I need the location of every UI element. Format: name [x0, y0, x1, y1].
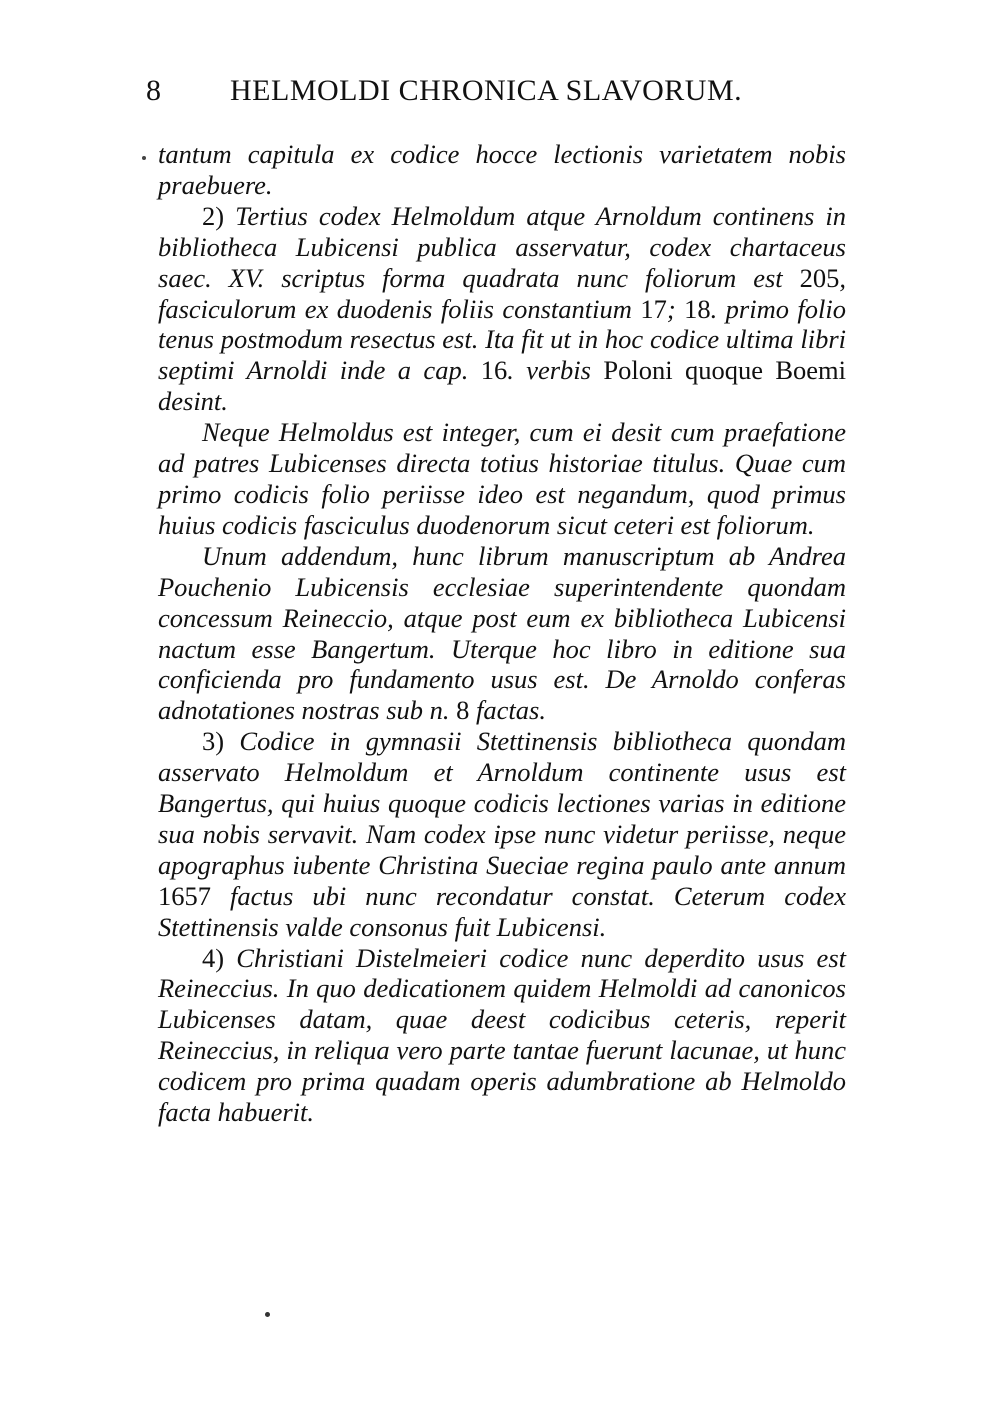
running-title: HELMOLDI CHRONICA SLAVORUM.	[230, 74, 743, 107]
paragraph-codex-4	[158, 943, 846, 1128]
running-header	[146, 74, 846, 114]
paragraph-text: desint.	[158, 386, 228, 417]
item-number: 4)	[202, 942, 225, 973]
paragraph-text: ;	[666, 293, 685, 324]
paragraph-text: Unum addendum, hunc librum manuscriptum ab Andrea Pouchenio Lubicensis ecclesiae superintendente quondam concessum Reineccio, atque post eum ex bibliotheca Lubicensi nactum esse Bangertum. Uterque hoc libro in editione sua conficienda pro fundamento usus est. De Arnoldo conferas adnotationes nostras sub n.	[158, 540, 846, 726]
paragraph-text: Christiani Distelmeieri codice nunc deperdito usus est Reineccius. In quo dedicationem quidem Helmoldi ad canonicos Lubicenses datam, quae deest codicibus ceteris, reperit Reineccius, in reliqua vero parte tantae fuerunt lacunae, ut hunc codicem pro prima quadam operis adumbratione ab Helmoldo facta habuerit.	[158, 942, 846, 1128]
paragraph-continuation: tantum capitula ex codice hocce lectionis varietatem nobis praebuere.	[158, 139, 846, 200]
paragraph-text: Tertius codex Helmoldum atque Arnoldum continens in bibliotheca Lubicensi publica asservatur, codex chartaceus saec. XV. scriptus forma quadrata nunc foliorum est	[158, 200, 846, 293]
paragraph-text: factas.	[469, 695, 546, 726]
paragraph-codex-2	[158, 201, 846, 417]
note-number: 8	[456, 695, 470, 726]
item-number: 2)	[202, 200, 225, 231]
body-text	[158, 139, 846, 1128]
quoted-words: Poloni quoque Boemi	[603, 355, 847, 386]
page-number: 8	[146, 74, 162, 107]
paragraph-text: Codice in gymnasii Stettinensis bibliotheca quondam asservato Helmoldum et Arnoldum continente usus est Bangertus, qui huius quoque codicis lectiones varias in editione sua nobis servavit. Nam codex ipse nunc videtur periisse, neque apographus iubente Christina Sueciae regina paulo ante annum	[158, 726, 846, 880]
paragraph-codex-3	[158, 726, 846, 942]
stray-mark	[265, 1312, 270, 1317]
chapter-number: 16	[480, 355, 508, 386]
paragraph-text: . primo folio tenus postmodum resectus est. Ita fit ut in hoc codice ultima libri septimi Arnoldi inde a cap.	[158, 293, 846, 386]
item-number: 3)	[202, 726, 225, 757]
paragraph-text: factus ubi nunc recondatur constat. Ceterum codex Stettinensis valde consonus fuit Lubicensi.	[158, 880, 846, 942]
fascicle-number: 17	[640, 293, 667, 324]
paragraph-addendum	[158, 541, 846, 726]
paragraph-helmoldus: Neque Helmoldus est integer, cum ei desit cum praefatione ad patres Lubicenses directa totius historiae titulus. Quae cum primo codicis folio periisse ideo est negandum, quod primus huius codicis fasciculus duodenorum sicut ceteri est foliorum.	[158, 417, 846, 540]
year: 1657	[158, 880, 211, 911]
folio-count: 205	[799, 262, 840, 293]
paragraph-text: , fasciculorum ex duodenis foliis constantium	[158, 262, 846, 324]
fascicle-number: 18	[684, 293, 711, 324]
stray-mark	[142, 156, 146, 160]
paragraph-text: . verbis	[507, 355, 604, 386]
